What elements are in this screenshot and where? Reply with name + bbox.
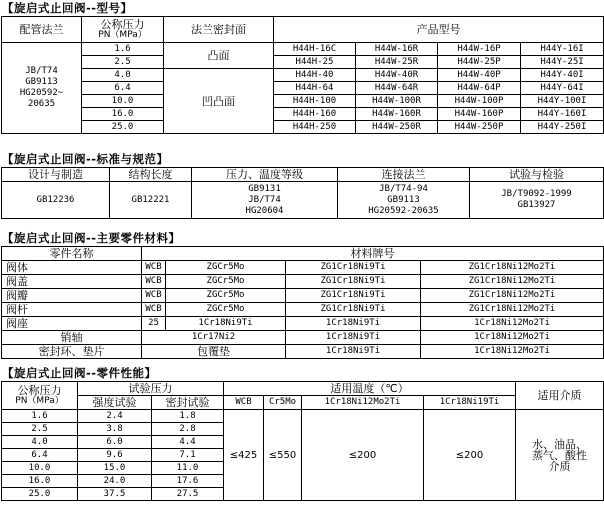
model-cell: H44H-160 xyxy=(274,108,356,121)
temp-wcb: ≤425 xyxy=(224,410,264,501)
standard-line: JB/T74 xyxy=(248,194,281,205)
part-name: 阀瓣 xyxy=(2,289,142,303)
model-cell: H44W-100P xyxy=(438,95,521,108)
material-cell: 1Cr18Ni9Ti xyxy=(286,331,421,345)
part-name: 阀座 xyxy=(2,317,142,331)
table-row xyxy=(2,168,604,182)
model-cell: H44W-25P xyxy=(438,56,521,69)
model-cell: H44Y-40I xyxy=(521,69,604,82)
model-cell: H44H-100 xyxy=(274,95,356,108)
header-pressure-line1: 公称压力 xyxy=(100,17,145,31)
pn-cell: 16.0 xyxy=(82,108,164,121)
header-material-mo2ti: 1Cr18Ni12Mo2Ti xyxy=(302,396,424,410)
part-name: 阀盖 xyxy=(2,275,142,289)
model-cell: H44W-160R xyxy=(356,108,438,121)
header-medium: 适用介质 xyxy=(516,382,604,410)
seal-cell: 1.8 xyxy=(152,410,224,423)
model-cell: H44Y-64I xyxy=(521,82,604,95)
model-cell: H44Y-25I xyxy=(521,56,604,69)
model-cell: H44W-25R xyxy=(356,56,438,69)
material-cell: 1Cr18Ni9Ti xyxy=(286,317,421,331)
table-row xyxy=(2,95,604,108)
table-row xyxy=(2,331,604,345)
seal-cell: 11.0 xyxy=(152,462,224,475)
section-title-model: 【旋启式止回阀--型号】 xyxy=(2,1,133,15)
model-cell: H44Y-160I xyxy=(521,108,604,121)
material-cell: WCB xyxy=(142,303,166,317)
material-cell: ZGCr5Mo xyxy=(166,303,286,317)
table-row xyxy=(2,56,604,69)
model-cell: H44W-64R xyxy=(356,82,438,95)
table-row xyxy=(2,182,604,219)
material-cell: ZG1Cr18Ni12Mo2Ti xyxy=(421,261,604,275)
header-design: 设计与制造 xyxy=(2,168,110,182)
seal-cell: 4.4 xyxy=(152,436,224,449)
part-name: 密封环、垫片 xyxy=(2,345,142,359)
strength-cell: 24.0 xyxy=(78,475,152,488)
header-material-19ti: 1Cr18Ni19Ti xyxy=(424,396,516,410)
material-cell: ZGCr5Mo xyxy=(166,289,286,303)
test-standards xyxy=(470,182,604,219)
medium-line: 蒸气、酸性 xyxy=(532,448,588,462)
header-product-model: 产品型号 xyxy=(274,17,604,43)
material-cell: 1Cr18Ni9Ti xyxy=(166,317,286,331)
header-length: 结构长度 xyxy=(110,168,192,182)
material-cell: 1Cr18Ni12Mo2Ti xyxy=(421,331,604,345)
standard-line: GB9113 xyxy=(387,194,420,205)
pn-cell: 4.0 xyxy=(2,436,78,449)
seal-cell: 7.1 xyxy=(152,449,224,462)
header-pn-line2: PN（MPa） xyxy=(15,395,64,406)
material-cell: ZG1Cr18Ni9Ti xyxy=(286,261,421,275)
materials-table xyxy=(1,246,604,359)
table-row xyxy=(2,82,604,95)
standard-line: HG20592~ xyxy=(19,88,64,98)
pn-cell: 6.4 xyxy=(2,449,78,462)
standard-line: JB/T74-94 xyxy=(379,183,428,194)
seal-cell: 27.5 xyxy=(152,488,224,501)
seal-cell: 17.6 xyxy=(152,475,224,488)
model-cell: H44W-250R xyxy=(356,121,438,134)
table-row xyxy=(2,69,604,82)
material-cell: ZG1Cr18Ni9Ti xyxy=(286,303,421,317)
temp-cr5mo: ≤550 xyxy=(264,410,302,501)
part-name: 销轴 xyxy=(2,331,142,345)
material-cell: 25 xyxy=(142,317,166,331)
material-cell: ZG1Cr18Ni12Mo2Ti xyxy=(421,289,604,303)
pn-cell: 2.5 xyxy=(2,423,78,436)
header-pn xyxy=(2,382,78,410)
header-part-name: 零件名称 xyxy=(2,247,142,261)
strength-cell: 37.5 xyxy=(78,488,152,501)
material-cell: ZGCr5Mo xyxy=(166,275,286,289)
header-pn-line1: 公称压力 xyxy=(17,383,62,397)
header-pt-rating: 压力、温度等级 xyxy=(192,168,338,182)
header-test: 试验与检验 xyxy=(470,168,604,182)
flange-standards xyxy=(2,43,82,134)
model-cell: H44H-25 xyxy=(274,56,356,69)
standard-line: HG20604 xyxy=(245,205,284,216)
standard-line: JB/T9092-1999 xyxy=(501,189,572,199)
model-cell: H44H-250 xyxy=(274,121,356,134)
model-cell: H44W-160P xyxy=(438,108,521,121)
model-cell: H44W-16P xyxy=(438,43,521,56)
model-cell: H44W-64P xyxy=(438,82,521,95)
material-cell: 1Cr18Ni12Mo2Ti xyxy=(421,345,604,359)
pn-cell: 16.0 xyxy=(2,475,78,488)
pn-cell: 6.4 xyxy=(82,82,164,95)
seal-cell: 2.8 xyxy=(152,423,224,436)
table-row xyxy=(2,303,604,317)
strength-cell: 15.0 xyxy=(78,462,152,475)
part-name: 阀杆 xyxy=(2,303,142,317)
length-standard: GB12221 xyxy=(110,182,192,219)
table-row xyxy=(2,317,604,331)
model-table xyxy=(1,16,604,134)
section-title-standards: 【旋启式止回阀--标准与规范】 xyxy=(2,152,169,166)
material-cell: WCB xyxy=(142,275,166,289)
model-cell: H44H-16C xyxy=(274,43,356,56)
header-pressure-line2: PN（MPa） xyxy=(98,29,147,40)
model-cell: H44Y-16I xyxy=(521,43,604,56)
table-row xyxy=(2,261,604,275)
header-material-cr5mo: Cr5Mo xyxy=(264,396,302,410)
table-row xyxy=(2,396,604,410)
material-cell: ZGCr5Mo xyxy=(166,261,286,275)
material-cell: 1Cr18Ni9Ti xyxy=(286,345,421,359)
standard-line: 20635 xyxy=(27,99,56,109)
material-cell: WCB xyxy=(142,289,166,303)
material-cell: ZG1Cr18Ni12Mo2Ti xyxy=(421,275,604,289)
model-cell: H44Y-100I xyxy=(521,95,604,108)
model-cell: H44W-16R xyxy=(356,43,438,56)
table-row xyxy=(2,410,604,423)
model-cell: H44W-100R xyxy=(356,95,438,108)
model-cell: H44H-40 xyxy=(274,69,356,82)
standard-line: HG20592-20635 xyxy=(368,205,439,216)
part-name: 阀体 xyxy=(2,261,142,275)
material-cell: ZG1Cr18Ni9Ti xyxy=(286,275,421,289)
header-test-pressure: 试验压力 xyxy=(78,382,224,396)
table-row xyxy=(2,121,604,134)
strength-cell: 2.4 xyxy=(78,410,152,423)
strength-cell: 6.0 xyxy=(78,436,152,449)
pn-cell: 25.0 xyxy=(82,121,164,134)
header-material-grade: 材料牌号 xyxy=(142,247,604,261)
strength-cell: 9.6 xyxy=(78,449,152,462)
flange-standards-list xyxy=(338,182,470,219)
section-title-performance: 【旋启式止回阀--零件性能】 xyxy=(2,366,157,380)
standard-line: JB/T74 xyxy=(25,66,58,76)
face-raised: 凸面 xyxy=(164,43,274,69)
table-row xyxy=(2,108,604,121)
header-flange: 连接法兰 xyxy=(338,168,470,182)
header-strength-test: 强度试验 xyxy=(78,396,152,410)
pn-cell: 2.5 xyxy=(82,56,164,69)
header-temperature: 适用温度（℃） xyxy=(224,382,516,396)
material-cell: ZG1Cr18Ni12Mo2Ti xyxy=(421,303,604,317)
strength-cell: 3.8 xyxy=(78,423,152,436)
table-row xyxy=(2,382,604,396)
material-cell: ZG1Cr18Ni9Ti xyxy=(286,289,421,303)
standard-line: GB9131 xyxy=(248,183,281,194)
standard-line: GB9113 xyxy=(25,77,58,87)
standard-line: GB13927 xyxy=(517,200,556,210)
header-pipe-flange: 配管法兰 xyxy=(2,17,82,43)
pn-cell: 1.6 xyxy=(2,410,78,423)
table-row xyxy=(2,275,604,289)
pn-cell: 25.0 xyxy=(2,488,78,501)
model-cell: H44W-250P xyxy=(438,121,521,134)
pn-cell: 10.0 xyxy=(2,462,78,475)
model-cell: H44W-40P xyxy=(438,69,521,82)
section-title-materials: 【旋启式止回阀--主要零件材料】 xyxy=(2,231,181,245)
pn-cell: 4.0 xyxy=(82,69,164,82)
standards-table xyxy=(1,167,604,219)
model-cell: H44Y-250I xyxy=(521,121,604,134)
temp-19ti: ≤200 xyxy=(424,410,516,501)
medium-line: 水、油品、 xyxy=(532,437,588,451)
material-cell: 1Cr17Ni2 xyxy=(142,331,286,345)
pt-rating-standards xyxy=(192,182,338,219)
header-pressure xyxy=(82,17,164,43)
material-cell: 包覆垫 xyxy=(142,345,286,359)
table-row xyxy=(2,43,604,56)
design-standard: GB12236 xyxy=(2,182,110,219)
table-row xyxy=(2,247,604,261)
medium-cell xyxy=(516,410,604,501)
material-cell: 1Cr18Ni12Mo2Ti xyxy=(421,317,604,331)
pn-cell: 10.0 xyxy=(82,95,164,108)
performance-table xyxy=(1,381,604,501)
temp-mo2ti: ≤200 xyxy=(302,410,424,501)
header-seal-test: 密封试验 xyxy=(152,396,224,410)
table-row xyxy=(2,345,604,359)
medium-line: 介质 xyxy=(548,459,571,473)
table-row xyxy=(2,17,604,43)
table-row xyxy=(2,289,604,303)
pn-cell: 1.6 xyxy=(82,43,164,56)
header-material-wcb: WCB xyxy=(224,396,264,410)
model-cell: H44H-64 xyxy=(274,82,356,95)
header-sealing-face: 法兰密封面 xyxy=(164,17,274,43)
model-cell: H44W-40R xyxy=(356,69,438,82)
face-male-female: 凹凸面 xyxy=(164,69,274,134)
material-cell: WCB xyxy=(142,261,166,275)
